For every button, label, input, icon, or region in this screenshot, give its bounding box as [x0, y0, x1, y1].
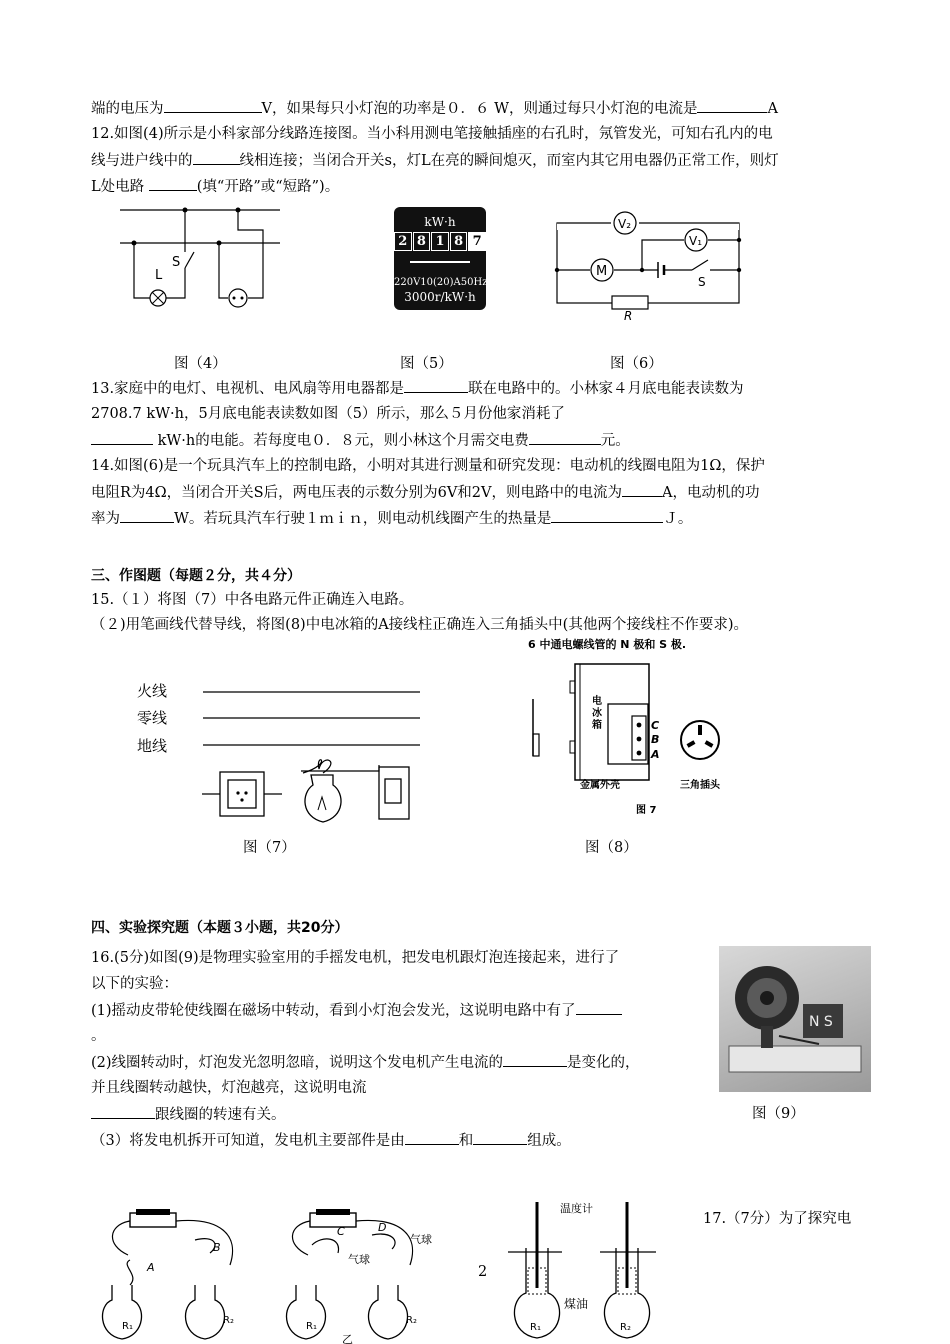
- q16-line-2: 以下的实验：: [91, 976, 178, 992]
- q11-line: 端的电压为 V，如果每只小灯泡的功率是０．６ W，则通过每只小灯泡的电流是 A: [91, 97, 778, 120]
- q14-line-1: 14.如图(6)是一个玩具汽车上的控制电路，小明对其进行测量和研究发现：电动机的线圈电阻为1Ω，保护: [91, 458, 765, 474]
- q16-line-4: 。: [91, 1028, 106, 1044]
- q16-line-6: 并且线圈转动越快，灯泡越亮，这说明电流: [91, 1080, 367, 1096]
- meter-digits: [394, 232, 486, 251]
- q13-line-1: 13.家庭中的电灯、电视机、电风扇等用电器都是 联在电路中的。小林家４月底电能表读数为: [91, 377, 744, 400]
- meter-wheel: [410, 261, 470, 263]
- q12-line-3: L处电路 (填“开路”或“短路”)。: [91, 175, 339, 198]
- answer-blank[interactable]: [91, 1103, 155, 1119]
- balloon-label: 气球: [348, 1253, 370, 1266]
- q12-line-1: 12.如图(4)所示是小科家部分线路连接图。当小科用测电笔接触插座的右孔时，氖管发光，可知右孔内的电: [91, 126, 773, 142]
- figure-9-generator-photo: [719, 946, 871, 1092]
- figure-9-caption: 图（9）: [752, 1106, 805, 1122]
- meter-digit: 2: [394, 232, 412, 251]
- lamp-label: L: [155, 268, 163, 283]
- terminal-b[interactable]: [637, 737, 642, 742]
- section-4-heading: 四、实验探究题（本题３小题，共20分）: [91, 920, 349, 936]
- answer-blank[interactable]: [120, 507, 174, 523]
- terminal-a[interactable]: [637, 751, 642, 756]
- figure-5-meter: [394, 207, 486, 310]
- section-3-heading: 三、作图题（每题２分，共４分）: [91, 568, 301, 584]
- switch-label: S: [172, 255, 181, 270]
- figure-8-caption: 图（8）: [585, 840, 638, 856]
- svg-text:R₁: R₁: [306, 1321, 317, 1332]
- magnet-label: N S: [809, 1014, 833, 1030]
- q13-line-2: 2708.7 kW·h，5月底电能表读数如图（5）所示，那么５月份他家消耗了: [91, 406, 565, 422]
- meter-rate: 3000r/kW·h: [404, 290, 476, 304]
- svg-text:D: D: [378, 1221, 387, 1234]
- figure-5-caption: 图（5）: [400, 356, 453, 372]
- socket-icon: [229, 289, 247, 307]
- meter-digit: 7: [468, 232, 486, 251]
- figure-7-wiring: [135, 675, 435, 830]
- answer-blank[interactable]: [622, 481, 662, 497]
- figure-8-fridge: [528, 636, 763, 836]
- plug-label: 三角插头: [680, 780, 720, 791]
- answer-blank[interactable]: [697, 97, 767, 113]
- resistor-label: R: [624, 309, 633, 323]
- meter-unit: kW·h: [424, 215, 456, 229]
- meter-digit: 8: [450, 232, 468, 251]
- q14-line-2: 电阻R为4Ω，当闭合开关S后，两电压表的示数分别为6V和2V，则电路中的电流为 A，电动机的功: [91, 481, 759, 504]
- meter-digit: 1: [431, 232, 449, 251]
- meter-digit: 8: [413, 232, 431, 251]
- figure-7-caption: 图（7）: [243, 840, 296, 856]
- switch-icon: [185, 252, 194, 268]
- bulb-icon[interactable]: [305, 775, 341, 822]
- svg-text:A: A: [651, 748, 660, 761]
- ground-wire-label: 地线: [137, 737, 168, 755]
- answer-blank[interactable]: [405, 1129, 459, 1145]
- switch-icon: [692, 260, 708, 270]
- metal-shell-label: 金属外壳: [580, 780, 620, 791]
- v1-label: V₁: [689, 234, 703, 248]
- answer-blank[interactable]: [404, 377, 468, 393]
- q17-start: 17.（7分）为了探究电: [703, 1211, 852, 1227]
- live-wire-label: 火线: [137, 682, 168, 700]
- figure-4-caption: 图（4）: [174, 356, 227, 372]
- q16-line-7: 跟线圈的转速有关。: [91, 1103, 286, 1126]
- kerosene-label: 煤油: [564, 1297, 589, 1311]
- figure-8-top-text: 6 中通电螺线管的 N 极和 S 极.: [528, 638, 687, 651]
- meter-spec: 220V10(20)A50Hz: [394, 277, 488, 288]
- svg-text:B: B: [213, 1241, 221, 1254]
- thermometer-label: 温度计: [560, 1202, 593, 1215]
- figure-8-inner-label: 图 7: [636, 805, 657, 816]
- svg-text:C: C: [337, 1225, 345, 1238]
- figure-experiment-thermometer: [502, 1198, 662, 1344]
- figure-6-caption: 图（6）: [610, 356, 663, 372]
- fridge-body: [575, 664, 649, 780]
- v2-label: V₂: [618, 217, 632, 231]
- answer-blank[interactable]: [503, 1051, 567, 1067]
- fridge-label: 电冰箱: [592, 696, 602, 731]
- motor-label: M: [596, 264, 608, 279]
- q16-line-1: 16.(5分)如图(9)是物理实验室用的手摇发电机，把发电机跟灯泡连接起来，进行了: [91, 950, 620, 966]
- svg-text:R₂: R₂: [620, 1322, 631, 1333]
- figure-experiment-jia: [100, 1205, 250, 1344]
- q16-line-8: （3）将发电机拆开可知道，发电机主要部件是由 和 组成。: [91, 1129, 571, 1152]
- svg-text:B: B: [651, 733, 660, 746]
- answer-blank[interactable]: [473, 1129, 527, 1145]
- answer-blank[interactable]: [91, 429, 153, 445]
- answer-blank[interactable]: [551, 507, 663, 523]
- q16-line-3: (1)摇动皮带轮使线圈在磁场中转动，看到小灯泡会发光，这说明电路中有了: [91, 999, 622, 1022]
- neutral-wire-label: 零线: [137, 709, 168, 727]
- figure-4-wiring: [118, 200, 288, 310]
- q12-line-2: 线与进户线中的 线相连接；当闭合开关s，灯L在亮的瞬间熄灭，而室内其它用电器仍正常工作，则灯: [91, 149, 779, 172]
- svg-text:C: C: [651, 719, 660, 732]
- switch-label: S: [698, 275, 706, 289]
- svg-text:乙: 乙: [342, 1333, 353, 1344]
- q13-line-3: kW·h的电能。若每度电０．８元，则小林这个月需交电费 元。: [91, 429, 630, 452]
- q16-line-5: (2)线圈转动时，灯泡发光忽明忽暗，说明这个发电机产生电流的 是变化的，: [91, 1051, 640, 1074]
- page-number: 2: [478, 1264, 488, 1280]
- svg-text:R₂: R₂: [406, 1315, 417, 1326]
- svg-text:R₂: R₂: [223, 1315, 234, 1326]
- svg-text:R₁: R₁: [530, 1322, 541, 1333]
- figure-experiment-yi: [282, 1205, 452, 1344]
- q15-line-2: （２)用笔画线代替导线，将图(8)中电冰箱的A接线柱正确连入三角插头中(其他两个接线柱不作要求)。: [91, 617, 748, 633]
- answer-blank[interactable]: [193, 149, 240, 165]
- svg-text:R₁: R₁: [122, 1321, 133, 1332]
- switch-box-icon[interactable]: [379, 767, 409, 819]
- q14-line-3: 率为 W。若玩具汽车行驶１ｍｉｎ，则电动机线圈产生的热量是 Ｊ。: [91, 507, 692, 530]
- answer-blank[interactable]: [149, 175, 197, 191]
- terminal-c[interactable]: [637, 723, 642, 728]
- answer-blank[interactable]: [164, 97, 262, 113]
- svg-text:A: A: [147, 1261, 155, 1274]
- q15-line-1: 15.（１）将图（7）中各电路元件正确连入电路。: [91, 592, 414, 608]
- figure-6-circuit: [552, 208, 747, 328]
- socket-icon[interactable]: [220, 772, 264, 816]
- resistor-icon: [612, 296, 648, 309]
- answer-blank[interactable]: [529, 429, 601, 445]
- balloon-label: 气球: [410, 1233, 432, 1246]
- answer-blank[interactable]: [576, 999, 622, 1015]
